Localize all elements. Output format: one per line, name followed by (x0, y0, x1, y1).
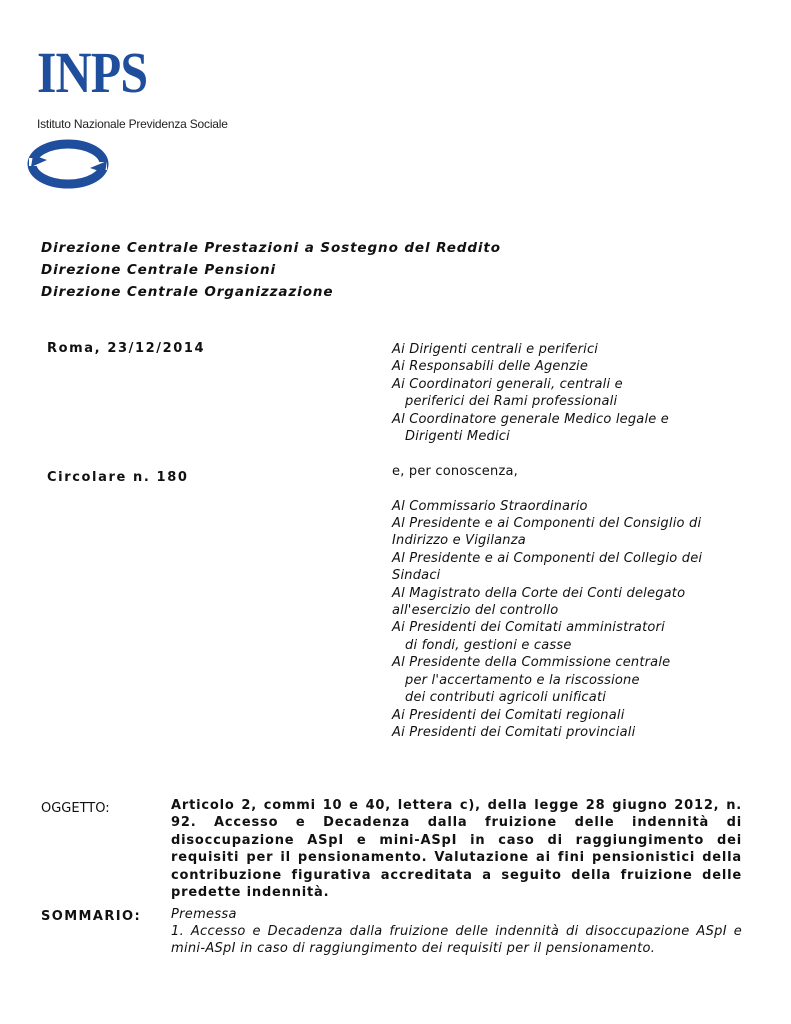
oggetto-text: Articolo 2, commi 10 e 40, lettera c), della legge 28 giugno 2012, n. 92. Accesso e Decadenza dalla fruizione delle indennità di disoccupazione ASpI e mini-ASpI in caso di raggiungimento dei requisiti per il pensionamento. Valutazione ai fini pensionistici della contribuzione figurativa accreditata a seguito della fruizione delle predette indennità. (171, 798, 742, 901)
recipient-line: Sindaci (392, 568, 441, 584)
recipient-line: Al Presidente e ai Componenti del Consiglio di (392, 516, 702, 532)
recipients-list (392, 341, 752, 741)
recipient-line: all'esercizio del controllo (392, 603, 559, 619)
recipient-line: di fondi, gestioni e casse (392, 637, 572, 653)
department-line: Direzione Centrale Organizzazione (41, 284, 334, 300)
circolare-number: Circolare n. 180 (47, 470, 189, 485)
recipient-line: Al Presidente della Commissione centrale (392, 655, 671, 671)
recipient-line: Al Commissario Straordinario (392, 498, 588, 514)
recipient-line: Al Coordinatore generale Medico legale e (392, 411, 669, 427)
recipient-line: per l'accertamento e la riscossione (392, 672, 640, 688)
recipient-line: Dirigenti Medici (392, 429, 510, 445)
recipient-line: Indirizzo e Vigilanza (392, 533, 526, 549)
inps-logo: INPS (37, 40, 148, 105)
recipient-line: Ai Presidenti dei Comitati provinciali (392, 724, 636, 740)
place-date: Roma, 23/12/2014 (47, 341, 206, 356)
sommario-label: SOMMARIO: (41, 909, 142, 924)
oggetto-label: OGGETTO: (41, 801, 110, 816)
recipient-line: Ai Dirigenti centrali e periferici (392, 342, 599, 357)
recipient-line: dei contributi agricoli unificati (392, 690, 607, 706)
sommario-section (171, 906, 742, 957)
department-line: Direzione Centrale Prestazioni a Sostegno del Reddito (41, 240, 501, 256)
recipient-line: Ai Presidenti dei Comitati regionali (392, 707, 625, 723)
inps-circular-arrows-icon (27, 138, 109, 190)
recipient-line: Al Presidente e ai Componenti del Collegio dei (392, 550, 703, 566)
recipient-line: Ai Presidenti dei Comitati amministratori (392, 620, 665, 636)
recipient-line: Ai Coordinatori generali, centrali e (392, 376, 623, 392)
logo-subtitle: Istituto Nazionale Previdenza Sociale (37, 117, 228, 131)
sommario-heading: Premessa (171, 907, 237, 922)
sommario-text: 1. Accesso e Decadenza dalla fruizione delle indennità di disoccupazione ASpI e mini-ASpI in caso di raggiungimento dei requisiti per il pensionamento. (171, 924, 742, 956)
per-conoscenza-label: e, per conoscenza, (392, 463, 518, 479)
recipient-line: periferici dei Rami professionali (392, 394, 618, 410)
department-line: Direzione Centrale Pensioni (41, 262, 277, 278)
recipient-line: Ai Responsabili delle Agenzie (392, 359, 589, 375)
recipient-line: Al Magistrato della Corte dei Conti delegato (392, 585, 686, 601)
